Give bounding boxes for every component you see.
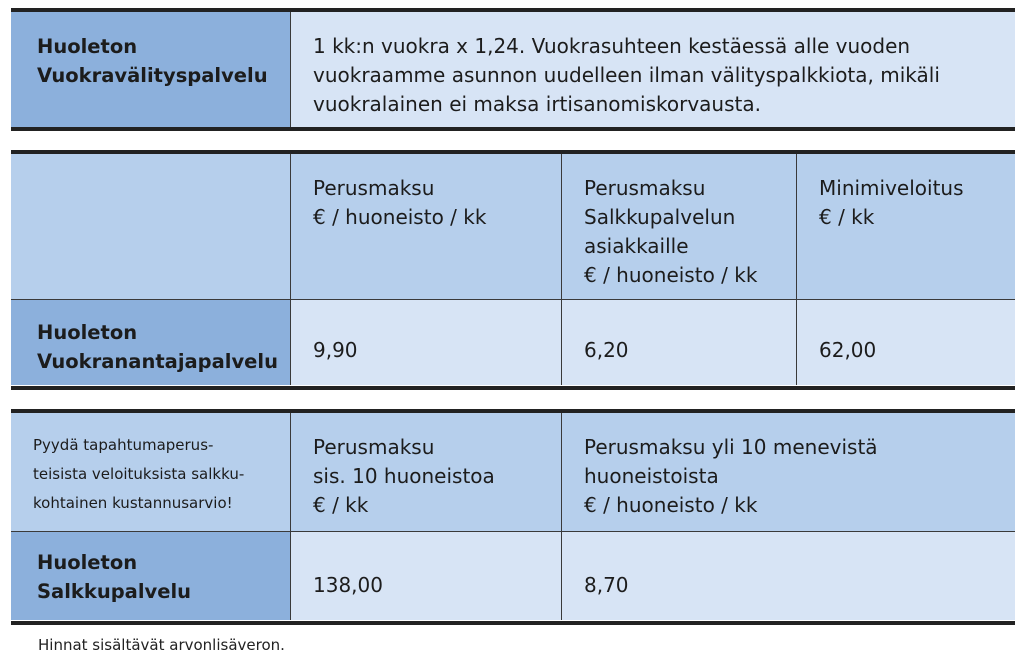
portfolio-base-fee-text: 138,00 [313, 573, 383, 597]
portfolio-header-row [11, 413, 1015, 531]
rental-brokerage-description: 1 kk:n vuokra x 1,24. Vuokrasuhteen kestäessä alle vuoden vuokraamme asunnon uudelleen ilman välityspalkkiota, mikäli vuokralainen ei maksa irtisanomiskorvausta. [290, 12, 1015, 127]
portfolio-base-fee-value [290, 532, 561, 620]
portfolio-value-row [11, 531, 1015, 620]
landlord-header-base-fee: Perusmaksu € / huoneisto / kk [290, 154, 561, 299]
landlord-base-fee-text: 9,90 [313, 338, 358, 362]
landlord-value-row [11, 299, 1015, 385]
landlord-service-table [11, 150, 1015, 390]
portfolio-service-table [11, 409, 1015, 625]
landlord-portfolio-fee-value [561, 300, 796, 385]
portfolio-service-name: Huoleton Salkkupalvelu [11, 532, 290, 620]
portfolio-extra-units-fee-value [561, 532, 1015, 620]
landlord-header-empty [11, 154, 290, 299]
landlord-portfolio-fee-text: 6,20 [584, 338, 629, 362]
landlord-header-row [11, 154, 1015, 299]
landlord-minimum-charge-value [796, 300, 1015, 385]
landlord-minimum-charge-text: 62,00 [819, 338, 877, 362]
landlord-service-name: Huoleton Vuokranantajapalvelu [11, 300, 290, 385]
portfolio-header-extra-units-fee: Perusmaksu yli 10 menevistä huoneistoista € / huoneisto / kk [561, 413, 1015, 531]
portfolio-cost-estimate-note: Pyydä tapahtumaperus- teisista veloituksista salkku- kohtainen kustannusarvio! [11, 413, 290, 531]
portfolio-extra-units-fee-text: 8,70 [584, 573, 629, 597]
vat-footnote: Hinnat sisältävät arvonlisäveron. [38, 636, 285, 654]
landlord-header-minimum-charge: Minimiveloitus € / kk [796, 154, 1015, 299]
landlord-base-fee-value [290, 300, 561, 385]
rental-brokerage-table [11, 8, 1015, 131]
rental-brokerage-service-name: Huoleton Vuokravälityspalvelu [11, 12, 290, 127]
landlord-header-portfolio-fee: Perusmaksu Salkkupalvelun asiakkaille € / huoneisto / kk [561, 154, 796, 299]
portfolio-header-base-fee: Perusmaksu sis. 10 huoneistoa € / kk [290, 413, 561, 531]
